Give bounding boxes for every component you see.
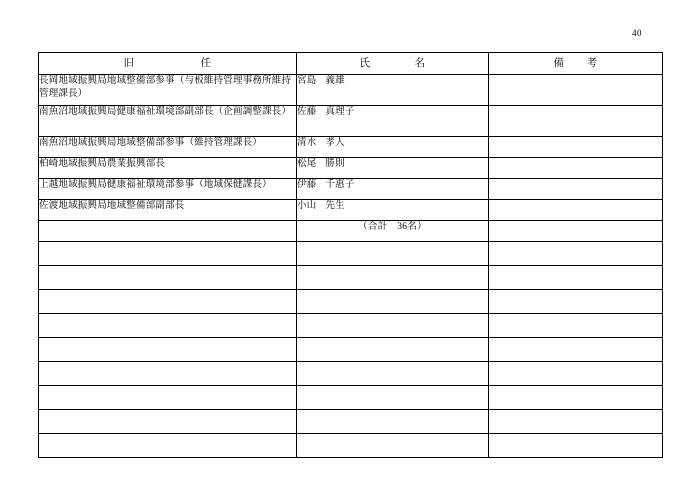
cell-name [297, 362, 489, 386]
table-row-empty [39, 266, 663, 290]
cell-old-post: 佐渡地域振興局地域整備部副部長 [39, 200, 297, 221]
cell-note [489, 106, 663, 137]
table-row [39, 106, 663, 137]
cell-old-post [39, 386, 297, 410]
page-number: 40 [632, 28, 642, 38]
cell-note [489, 338, 663, 362]
cell-name [297, 200, 489, 221]
cell-old-post: 南魚沼地域振興局健康福祉環境部副部長（企画調整課長） [39, 106, 297, 137]
cell-old-post: 長岡地域振興局地域整備部参事（与板維持管理事務所維持管理課長） [39, 75, 297, 106]
cell-note [489, 314, 663, 338]
cell-note [489, 410, 663, 434]
name-family: 佐藤 [297, 107, 317, 117]
cell-name [297, 158, 489, 179]
cell-name [297, 314, 489, 338]
roster-table [38, 52, 663, 458]
table-body [39, 75, 663, 458]
cell-old-post [39, 266, 297, 290]
table-row-empty [39, 410, 663, 434]
table-row-empty [39, 242, 663, 266]
column-header-old-post: 旧 任 [39, 53, 297, 75]
cell-note [489, 75, 663, 106]
name-given: 孝人 [325, 138, 345, 148]
cell-name [297, 106, 489, 137]
cell-name [297, 434, 489, 458]
name-family: 伊藤 [297, 180, 317, 190]
table-row [39, 158, 663, 179]
cell-name [297, 75, 489, 106]
table-row-total [39, 221, 663, 242]
name-family: 宮島 [297, 76, 317, 86]
name-family: 松尾 [297, 159, 317, 169]
cell-note [489, 242, 663, 266]
cell-old-post [39, 221, 297, 242]
cell-name [297, 410, 489, 434]
cell-name [297, 338, 489, 362]
cell-note [489, 434, 663, 458]
cell-note [489, 266, 663, 290]
cell-old-post: 南魚沼地域振興局地域整備部参事（維持管理課長） [39, 137, 297, 158]
table-row-empty [39, 338, 663, 362]
table-row-empty [39, 386, 663, 410]
cell-old-post [39, 338, 297, 362]
cell-old-post [39, 290, 297, 314]
column-header-note: 備 考 [489, 53, 663, 75]
cell-note [489, 221, 663, 242]
cell-old-post [39, 410, 297, 434]
cell-old-post: 上越地域振興局健康福祉環境部参事（地域保健課長） [39, 179, 297, 200]
table-row-empty [39, 434, 663, 458]
table-row-empty [39, 290, 663, 314]
cell-note [489, 158, 663, 179]
name-given: 先生 [325, 201, 345, 211]
cell-total: （合計 36名） [297, 221, 489, 242]
cell-name [297, 137, 489, 158]
name-family: 清水 [297, 138, 317, 148]
cell-name [297, 386, 489, 410]
name-family: 小山 [297, 201, 317, 211]
cell-name [297, 266, 489, 290]
table-row [39, 75, 663, 106]
table-row [39, 179, 663, 200]
name-given: 義雄 [325, 76, 345, 86]
cell-note [489, 179, 663, 200]
cell-name [297, 290, 489, 314]
cell-old-post [39, 362, 297, 386]
roster-table-container [38, 52, 662, 458]
cell-old-post [39, 314, 297, 338]
cell-note [489, 200, 663, 221]
cell-name [297, 242, 489, 266]
table-row [39, 200, 663, 221]
cell-note [489, 362, 663, 386]
table-row-empty [39, 362, 663, 386]
table-row [39, 137, 663, 158]
cell-note [489, 290, 663, 314]
cell-name [297, 179, 489, 200]
name-given: 千惠子 [325, 180, 355, 190]
name-given: 勝則 [325, 159, 345, 169]
cell-note [489, 386, 663, 410]
cell-old-post: 柏崎地域振興局農業振興部長 [39, 158, 297, 179]
table-header-row [39, 53, 663, 75]
name-given: 真理子 [325, 107, 355, 117]
cell-old-post [39, 434, 297, 458]
column-header-name: 氏 名 [297, 53, 489, 75]
cell-note [489, 137, 663, 158]
table-row-empty [39, 314, 663, 338]
cell-old-post [39, 242, 297, 266]
